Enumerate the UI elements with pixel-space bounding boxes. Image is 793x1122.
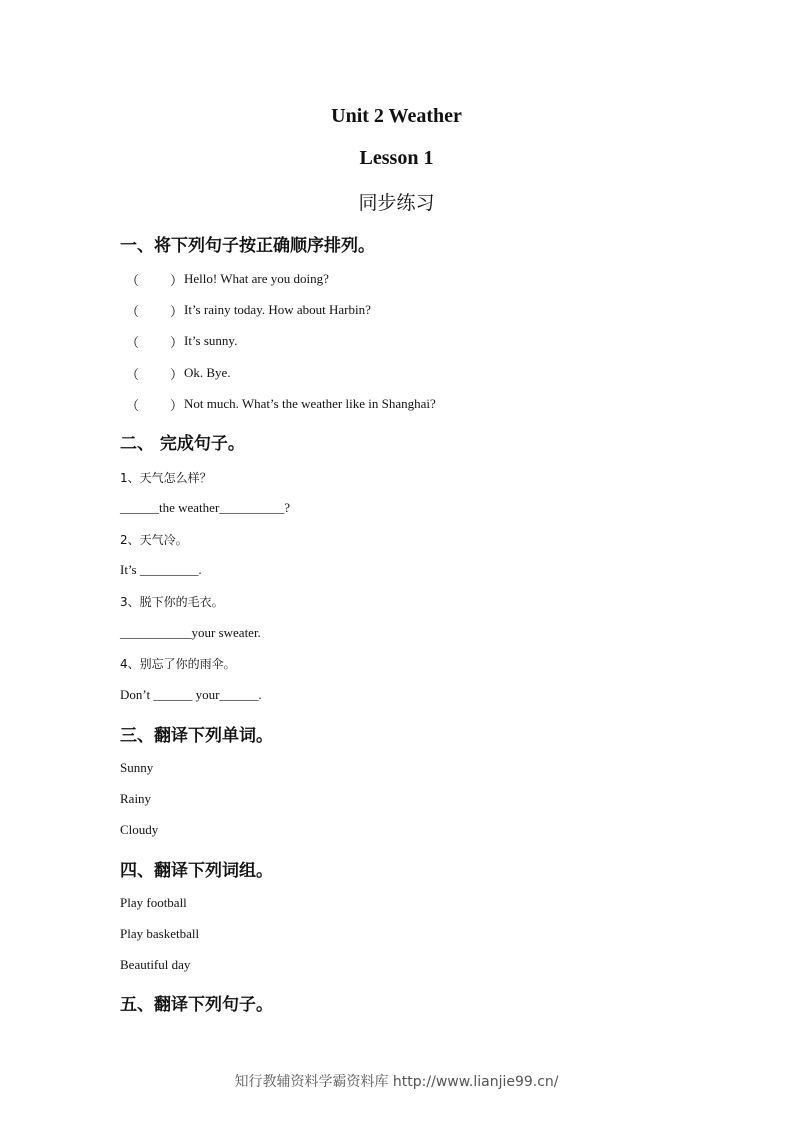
sentence-prompt: 3、脱下你的毛衣。: [120, 595, 224, 609]
ordering-sentence: Ok. Bye.: [184, 365, 231, 380]
ordering-sentence: It’s rainy today. How about Harbin?: [184, 302, 371, 317]
fill-in-blank-line: It’s _________.: [120, 562, 202, 577]
lesson-title: Lesson 1: [359, 147, 434, 169]
page-title: Unit 2 Weather: [331, 105, 462, 127]
section-3-heading: 三、翻译下列单词。: [120, 726, 273, 746]
bracket-open: （: [126, 335, 140, 350]
fill-in-blank-line: ___________your sweater.: [120, 625, 261, 640]
fill-in-blank-line: ______the weather__________?: [120, 500, 291, 515]
section-4-heading: 四、翻译下列词组。: [120, 861, 273, 881]
sentence-prompt: 4、别忘了你的雨伞。: [120, 657, 236, 671]
vocab-phrase: Beautiful day: [120, 957, 191, 972]
bracket-close: ）: [170, 335, 184, 350]
ordering-sentence: Hello! What are you doing?: [184, 271, 329, 286]
bracket-open: （: [126, 273, 140, 288]
bracket-close: ）: [170, 398, 184, 413]
fill-in-blank-line: Don’t ______ your______.: [120, 687, 262, 702]
section-2-heading: 二、 完成句子。: [120, 434, 245, 454]
bracket-close: ）: [170, 273, 184, 288]
bracket-close: ）: [170, 367, 184, 382]
sentence-prompt: 1、天气怎么样？: [120, 471, 212, 485]
section-5-heading: 五、翻译下列句子。: [120, 995, 273, 1015]
vocab-word: Cloudy: [120, 822, 159, 837]
page-subtitle: 同步练习: [358, 192, 435, 214]
ordering-sentence: It’s sunny.: [184, 333, 238, 348]
vocab-word: Sunny: [120, 760, 154, 775]
footer-watermark: 知行教辅资料学霸资料库 http://www.lianjie99.cn/: [234, 1074, 559, 1090]
vocab-phrase: Play basketball: [120, 926, 200, 941]
ordering-sentence: Not much. What’s the weather like in Shanghai?: [184, 396, 436, 411]
bracket-close: ）: [170, 304, 184, 319]
bracket-open: （: [126, 304, 140, 319]
section-1-heading: 一、将下列句子按正确顺序排列。: [120, 236, 375, 256]
vocab-phrase: Play football: [120, 895, 187, 910]
sentence-prompt: 2、天气冷。: [120, 533, 188, 547]
bracket-open: （: [126, 367, 140, 382]
bracket-open: （: [126, 398, 140, 413]
vocab-word: Rainy: [120, 791, 152, 806]
